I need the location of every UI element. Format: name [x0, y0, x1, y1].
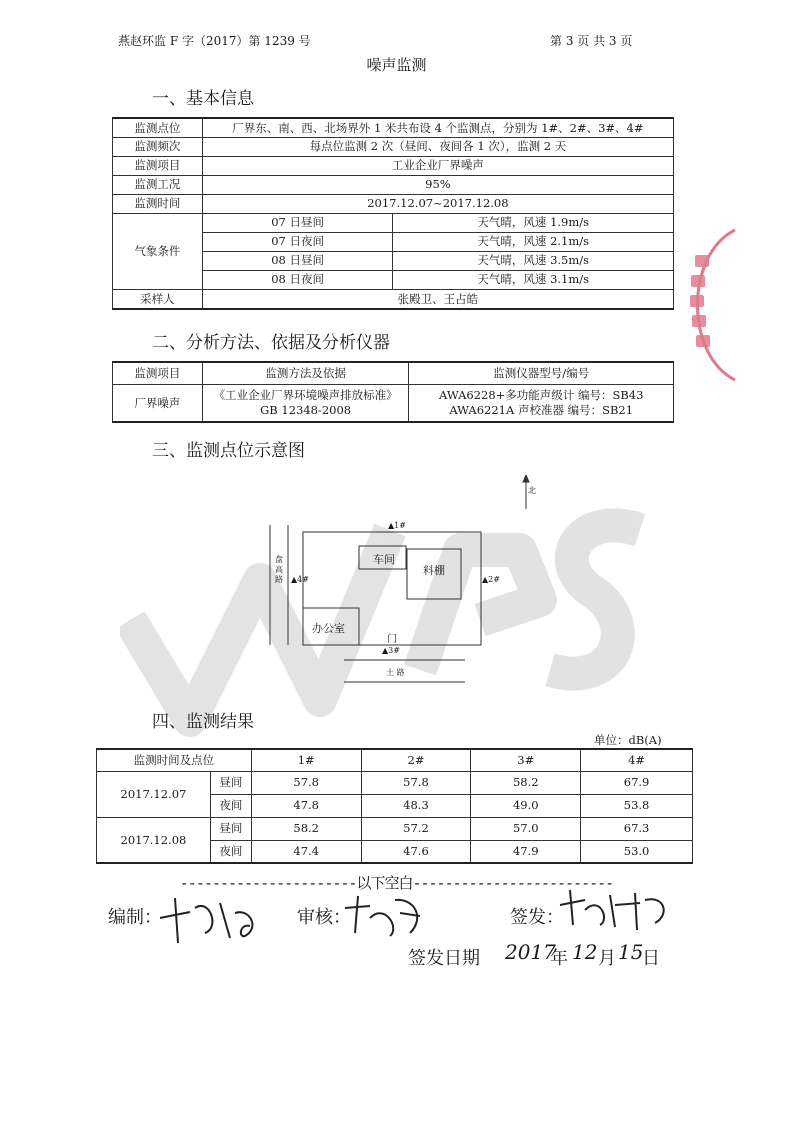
cell-value: 49.0: [471, 794, 581, 817]
issue-date-month: 12: [572, 940, 598, 964]
cell-label: 监测点位: [113, 118, 203, 137]
gate-label: 门: [387, 634, 397, 645]
cell-period: 08 日昼间: [202, 251, 393, 270]
cell-period: 08 日夜间: [202, 270, 393, 289]
cell-value: 53.0: [581, 840, 693, 863]
workshop-label: 车间: [373, 553, 395, 566]
point-2-marker: ▲2#: [482, 575, 500, 584]
cell-period: 夜间: [210, 840, 251, 863]
cell-weather: 天气晴，风速 1.9m/s: [393, 213, 674, 232]
cell-period: 昼间: [210, 771, 251, 794]
cell-label: 监测工况: [113, 175, 203, 194]
table-row: [97, 817, 693, 840]
cell-weather: 天气晴，风速 3.5m/s: [393, 251, 674, 270]
cell-value: 53.8: [581, 794, 693, 817]
header-cell-point: 3#: [471, 749, 581, 771]
cell-date: 2017.12.08: [97, 817, 211, 863]
cell-value: 58.2: [471, 771, 581, 794]
cell-value: 47.4: [251, 840, 361, 863]
issue-date-label: 签发日期: [408, 948, 480, 969]
cell-value: 57.8: [361, 771, 471, 794]
header-cell: 监测仪器型号/编号: [409, 362, 674, 384]
cell-period: 夜间: [210, 794, 251, 817]
point-3-marker: ▲3#: [382, 646, 400, 655]
cell-value: 58.2: [251, 817, 361, 840]
reviewer-signature: [340, 888, 430, 943]
instrument-line: AWA6221A 声校准器 编号：SB21: [449, 402, 634, 417]
cell-value: 47.8: [251, 794, 361, 817]
monitoring-site-diagram: [260, 475, 550, 690]
issuer-signature: [555, 885, 675, 935]
cell-method: [202, 384, 409, 422]
cell-value: 48.3: [361, 794, 471, 817]
method-line: GB 12348-2008: [260, 402, 352, 417]
cell-item: 厂界噪声: [113, 384, 203, 422]
issue-date-year-char: 年: [550, 948, 568, 969]
cell-label: 监测频次: [113, 137, 203, 156]
cell-value: 工业企业厂界噪声: [202, 156, 673, 175]
cell-value: 67.9: [581, 771, 693, 794]
cell-value: 57.0: [471, 817, 581, 840]
reviewed-by-label: 审核：: [297, 907, 351, 928]
compiler-signature: [150, 888, 270, 948]
header-cell: 监测项目: [113, 362, 203, 384]
header-cell-point: 4#: [581, 749, 693, 771]
page-title: 噪声监测: [366, 56, 427, 74]
cell-weather: 天气晴，风速 2.1m/s: [393, 232, 674, 251]
cell-value: 47.6: [361, 840, 471, 863]
cell-label: 气象条件: [113, 213, 203, 289]
cell-value: 67.3: [581, 817, 693, 840]
point-1-marker: ▲1#: [388, 521, 406, 530]
cell-period: 07 日昼间: [202, 213, 393, 232]
cell-label: 监测项目: [113, 156, 203, 175]
unit-label: 单位：dB(A): [594, 733, 662, 747]
header-cell: 监测方法及依据: [202, 362, 409, 384]
cell-value: 57.8: [251, 771, 361, 794]
instrument-line: AWA6228+多功能声级计 编号：SB43: [439, 388, 644, 403]
table-row: [97, 771, 693, 794]
cell-date: 2017.12.07: [97, 771, 211, 817]
cell-label: 监测时间: [113, 194, 203, 213]
issue-date-month-char: 月: [598, 948, 616, 969]
method-line: 《工业企业厂界环境噪声排放标准》: [213, 388, 398, 403]
cell-value: 每点位监测 2 次（昼间、夜间各 1 次），监测 2 天: [202, 137, 673, 156]
section-title-results: 四、监测结果: [152, 712, 254, 732]
section-title-diagram: 三、监测点位示意图: [152, 441, 305, 461]
cell-value: 2017.12.07~2017.12.08: [202, 194, 673, 213]
cell-period: 07 日夜间: [202, 232, 393, 251]
road-left-label: 盘高路: [275, 555, 283, 584]
section-title-basic-info: 一、基本信息: [152, 89, 254, 109]
cell-period: 昼间: [210, 817, 251, 840]
issue-date-day-char: 日: [642, 948, 660, 969]
cell-value: 47.9: [471, 840, 581, 863]
basic-info-table: [112, 117, 674, 310]
cell-value: 57.2: [361, 817, 471, 840]
cell-value: 95%: [202, 175, 673, 194]
issue-date-year: 2017: [505, 940, 556, 964]
method-table: [112, 361, 674, 423]
office-label: 办公室: [312, 622, 345, 635]
cell-label: 采样人: [113, 289, 203, 309]
seal-stamp: [665, 225, 745, 385]
shed-label: 料棚: [423, 564, 445, 577]
issued-by-label: 签发：: [510, 907, 564, 928]
cell-value: 张殿卫、王占皓: [202, 289, 673, 309]
header-cell-point: 2#: [361, 749, 471, 771]
section-title-method: 二、分析方法、依据及分析仪器: [152, 333, 390, 353]
point-4-marker: ▲4#: [291, 575, 309, 584]
compiled-by-label: 编制：: [108, 907, 162, 928]
header-cell: 监测时间及点位: [97, 749, 252, 771]
header-cell-point: 1#: [251, 749, 361, 771]
doc-number: 燕赵环监 F 字（2017）第 1239 号: [118, 34, 311, 48]
blank-below-line: ----------------------以下空白-------------------------: [179, 874, 614, 892]
cell-value: 厂界东、南、西、北场界外 1 米共布设 4 个监测点，分别为 1#、2#、3#、4#: [202, 118, 673, 137]
results-table: [96, 748, 693, 864]
cell-weather: 天气晴，风速 3.1m/s: [393, 270, 674, 289]
page-info: 第 3 页 共 3 页: [550, 34, 633, 48]
road-bottom-label: 土 路: [386, 668, 405, 677]
cell-instrument: [409, 384, 674, 422]
issue-date-day: 15: [618, 940, 644, 964]
north-label: 北: [528, 486, 536, 495]
